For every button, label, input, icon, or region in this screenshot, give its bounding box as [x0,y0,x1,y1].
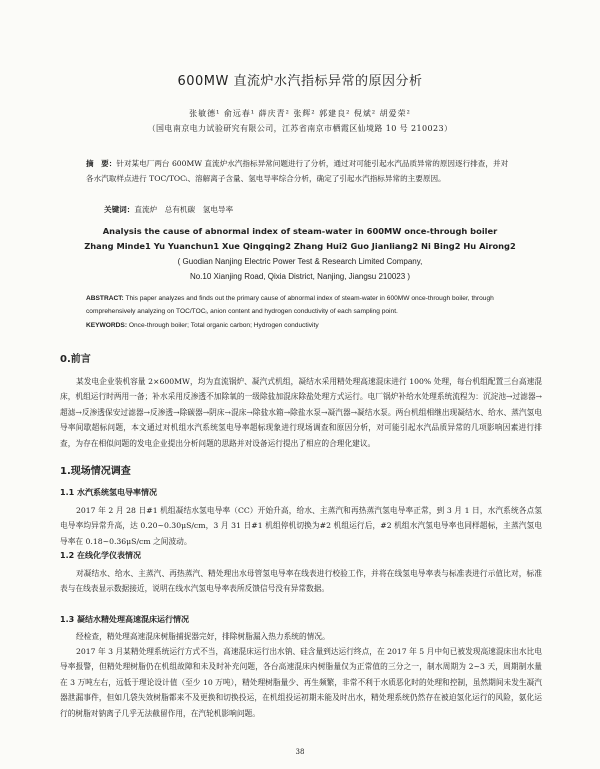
english-abstract-label: ABSTRACT: [86,295,124,302]
section-1-3-paragraph-2: 2017 年 3 月某精处理系统运行方式不当，高速混床运行出水钠、硅含量到达运行终点，在 2017 年 5 月中旬已被发现高速混床出水比电导率报警，但精处理树脂仍在机组故障和未及时补充问题，各台高速混床内树脂量仅为正常值的三分之一，制水周期为 2~3 天，周期制水量在 3 万吨左右，远低于理论设计值（至少 10 万吨），精处理树脂量少、再生频繁，非常不利于水质恶化时的处理和控制，虽然期间未发生凝汽器泄漏事件，但如几袋失效树脂都来不及更换和切换投运，在机组投运初期未能及时出水，精处理系统仍然存在被迫氢化运行的风险，氨化运行的树脂对钠离子几乎无法截留作用，在汽轮机影响问题。 [60,647,542,718]
section-1-1-heading: 1.1 水汽系统氢电导率情况 [60,488,157,497]
section-1-2-paragraph: 对凝结水、给水、主蒸汽、再热蒸汽、精处理出水母管氢电导率在线表进行校验工作，并将在线氢电导率表与标准表进行示值比对，标准表与在线表显示数据接近，说明在线水汽氢电导率表所反馈信号没有异常数据。 [60,569,542,594]
english-keywords [86,322,319,329]
abstract-text: 针对某电厂两台 600MW 直流炉水汽指标异常问题进行了分析，通过对可能引起水汽品质异常的原因逐行排查，并对各水汽取样点进行 TOC/TOCᵢ、溶解离子含量、氢电导率综合分析，确定了引起水汽指标异常的主要原因。 [86,159,509,184]
english-affiliation-line2: No.10 Xianjing Road, Qixia District, Nanjing, Jiangsu 210023 ) [189,272,411,281]
page-number: 38 [295,748,305,756]
english-title: Analysis the cause of abnormal index of steam-water in 600MW once-through boiler [102,226,498,236]
english-keywords-text: Once-through boiler; Total organic carbon; Hydrogen conductivity [128,322,319,329]
section-1-3-heading: 1.3 凝结水精处理高速混床运行情况 [60,615,189,624]
section-1-2-heading: 1.2 在线化学仪表情况 [60,551,141,560]
section-1-1-paragraph: 2017 年 2 月 28 日#1 机组凝结水氢电导率（CC）开始升高，给水、主蒸汽和再热蒸汽氢电导率正常，到 3 月 1 日，水汽系统各点氢电导率均异常升高，达 0.20~0.30μS/cm，3 月 31 日#1 机组停机切换为#2 机组运行后，#2 机组水汽氢电导率也同样超标，主蒸汽氢电导率在 0.18~0.36μS/cm 之间波动。 [60,506,542,546]
section-0-paragraph: 某发电企业装机容量 2×600MW，均为直流锅炉、凝汽式机组，凝结水采用精处理高速混床进行 100% 处理，每台机组配置三台高速混床，机组运行时两用一备；补水采用反渗透不加除氧的一级除盐加混床除盐处理方式运行。电厂锅炉补给水处理系统流程为：沉淀池→过滤器→超滤→反渗透保安过滤器→反渗透→除碳器→阴床→混床→除盐水箱→除盐水泵→凝汽器→凝结水泵。两台机组相继出现凝结水、给水、蒸汽氢电导率间歇超标问题，本文通过对机组水汽系统氢电导率超标现象进行现场调查和原因分析，对可能引起水汽品质异常的几项影响因素进行排查，为存在相似问题的发电企业提出分析问题的思路并对设备运行提出了相应的合理化建议。 [60,377,542,448]
author-affiliation: （国电南京电力试验研究有限公司，江苏省南京市栖霞区仙境路 10 号 210023） [147,124,453,133]
abstract-label: 摘 要： [86,159,117,168]
paper-title: 600MW 直流炉水汽指标异常的原因分析 [177,74,423,89]
english-author-list: Zhang Minde1 Yu Yuanchun1 Xue Qingqing2 Zhang Hui2 Guo Jianliang2 Ni Bing2 Hu Airong2 [84,241,516,251]
section-1-heading: 1.现场情况调查 [60,466,131,477]
english-abstract [86,292,520,318]
chinese-keywords [104,204,233,215]
keywords-text: 直流炉 总有机碳 氢电导率 [134,205,234,214]
english-keywords-label: KEYWORDS: [86,322,128,329]
section-0-heading: 0.前言 [60,354,91,365]
english-abstract-text: This paper analyzes and finds out the primary cause of abnormal index of steam-water in 600MW once-through boiler, through comprehensively analyzing on TOC/TOCᵢ, anion content and hydrogen conductivity of each sampling point. [86,295,494,315]
keywords-label: 关键词： [104,205,135,214]
chinese-abstract [86,156,514,187]
author-list: 张敏德¹ 俞远春¹ 薛庆青² 张辉² 郭建良² 倪斌² 胡爱荣² [189,109,411,118]
english-affiliation-line1: ( Guodian Nanjing Electric Power Test & Research Limited Company, [177,257,423,266]
section-1-3-paragraph-1: 经检查，精处理高速混床树脂捕捉器完好，排除树脂漏入热力系统的情况。 [76,632,330,641]
